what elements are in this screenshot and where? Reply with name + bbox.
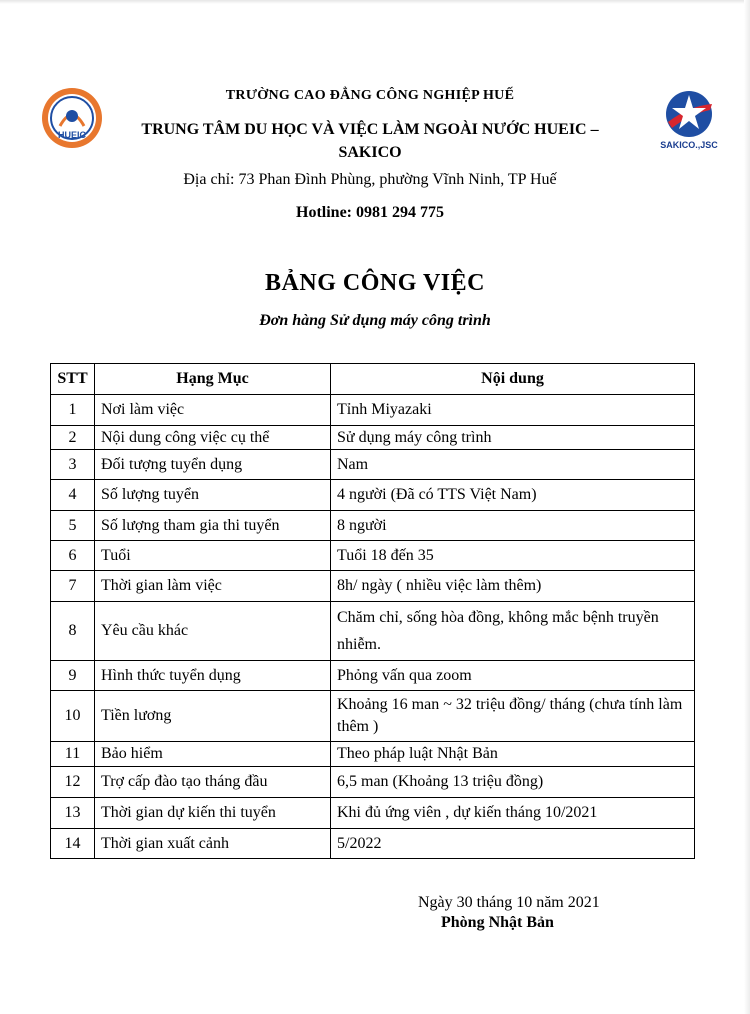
row-stt: 5 [51,511,95,541]
row-item: Nội dung công việc cụ thể [95,426,331,450]
row-content: Tuổi 18 đến 35 [331,541,695,571]
hueic-logo-text: HUEIC [57,130,87,140]
center-name: TRUNG TÂM DU HỌC VÀ VIỆC LÀM NGOÀI NƯỚC HUEIC – SAKICO [141,121,599,161]
table-row [51,829,695,859]
row-item: Tuổi [95,541,331,571]
table-row [51,602,695,661]
row-item: Số lượng tuyển [95,480,331,511]
table-row [51,571,695,602]
sakico-logo-text: SAKICO.,JSC [660,140,718,150]
row-content: Nam [331,450,695,480]
row-content: 5/2022 [331,829,695,859]
row-item: Trợ cấp đào tạo tháng đầu [95,767,331,798]
row-content: Khi đủ ứng viên , dự kiến tháng 10/2021 [331,798,695,829]
page-title: BẢNG CÔNG VIỆC [265,270,485,296]
address: Địa chỉ: 73 Phan Đình Phùng, phường Vĩnh Ninh, TP Huế [183,171,557,188]
row-content: 8 người [331,511,695,541]
sakico-star-icon [660,88,718,138]
page-top-edge [0,0,750,4]
row-item: Bảo hiểm [95,742,331,767]
table-row [51,661,695,691]
table-row [51,450,695,480]
row-stt: 14 [51,829,95,859]
department-name: Phòng Nhật Bản [441,914,554,931]
hotline: Hotline: 0981 294 775 [296,204,444,221]
row-stt: 12 [51,767,95,798]
row-stt: 1 [51,395,95,426]
row-stt: 13 [51,798,95,829]
row-content: 8h/ ngày ( nhiều việc làm thêm) [331,571,695,602]
row-content: 4 người (Đã có TTS Việt Nam) [331,480,695,511]
row-content: Chăm chỉ, sống hòa đồng, không mắc bệnh truyền nhiễm. [331,602,695,661]
table-header-row [51,364,695,395]
hueic-seal-icon [40,86,104,150]
document-date: Ngày 30 tháng 10 năm 2021 [418,894,600,911]
row-item: Số lượng tham gia thi tuyển [95,511,331,541]
table-row [51,691,695,742]
row-stt: 9 [51,661,95,691]
header-content: Nội dung [331,364,695,395]
row-content: 6,5 man (Khoảng 13 triệu đồng) [331,767,695,798]
row-item: Đối tượng tuyển dụng [95,450,331,480]
row-item: Thời gian làm việc [95,571,331,602]
table-row [51,742,695,767]
row-stt: 11 [51,742,95,767]
row-item: Nơi làm việc [95,395,331,426]
header-item: Hạng Mục [95,364,331,395]
row-content: Theo pháp luật Nhật Bản [331,742,695,767]
school-name: TRƯỜNG CAO ĐẲNG CÔNG NGHIỆP HUẾ [225,88,515,103]
row-item: Tiền lương [95,691,331,742]
row-stt: 7 [51,571,95,602]
row-item: Thời gian dự kiến thi tuyển [95,798,331,829]
job-table [50,363,695,859]
page-subtitle: Đơn hàng Sử dụng máy công trình [259,312,491,329]
page-right-edge [744,0,750,1014]
row-stt: 2 [51,426,95,450]
row-content: Phỏng vấn qua zoom [331,661,695,691]
row-item: Yêu cầu khác [95,602,331,661]
row-stt: 8 [51,602,95,661]
row-stt: 10 [51,691,95,742]
table-row [51,395,695,426]
row-content: Khoảng 16 man ~ 32 triệu đồng/ tháng (chưa tính làm thêm ) [331,691,695,742]
table-row [51,480,695,511]
row-content: Tỉnh Miyazaki [331,395,695,426]
header-stt: STT [51,364,95,395]
table-row [51,767,695,798]
table-row [51,426,695,450]
sakico-logo [660,88,718,156]
table-row [51,511,695,541]
table-row [51,541,695,571]
row-item: Hình thức tuyển dụng [95,661,331,691]
row-stt: 6 [51,541,95,571]
row-stt: 4 [51,480,95,511]
row-stt: 3 [51,450,95,480]
row-item: Thời gian xuất cảnh [95,829,331,859]
table-row [51,798,695,829]
row-content: Sử dụng máy công trình [331,426,695,450]
